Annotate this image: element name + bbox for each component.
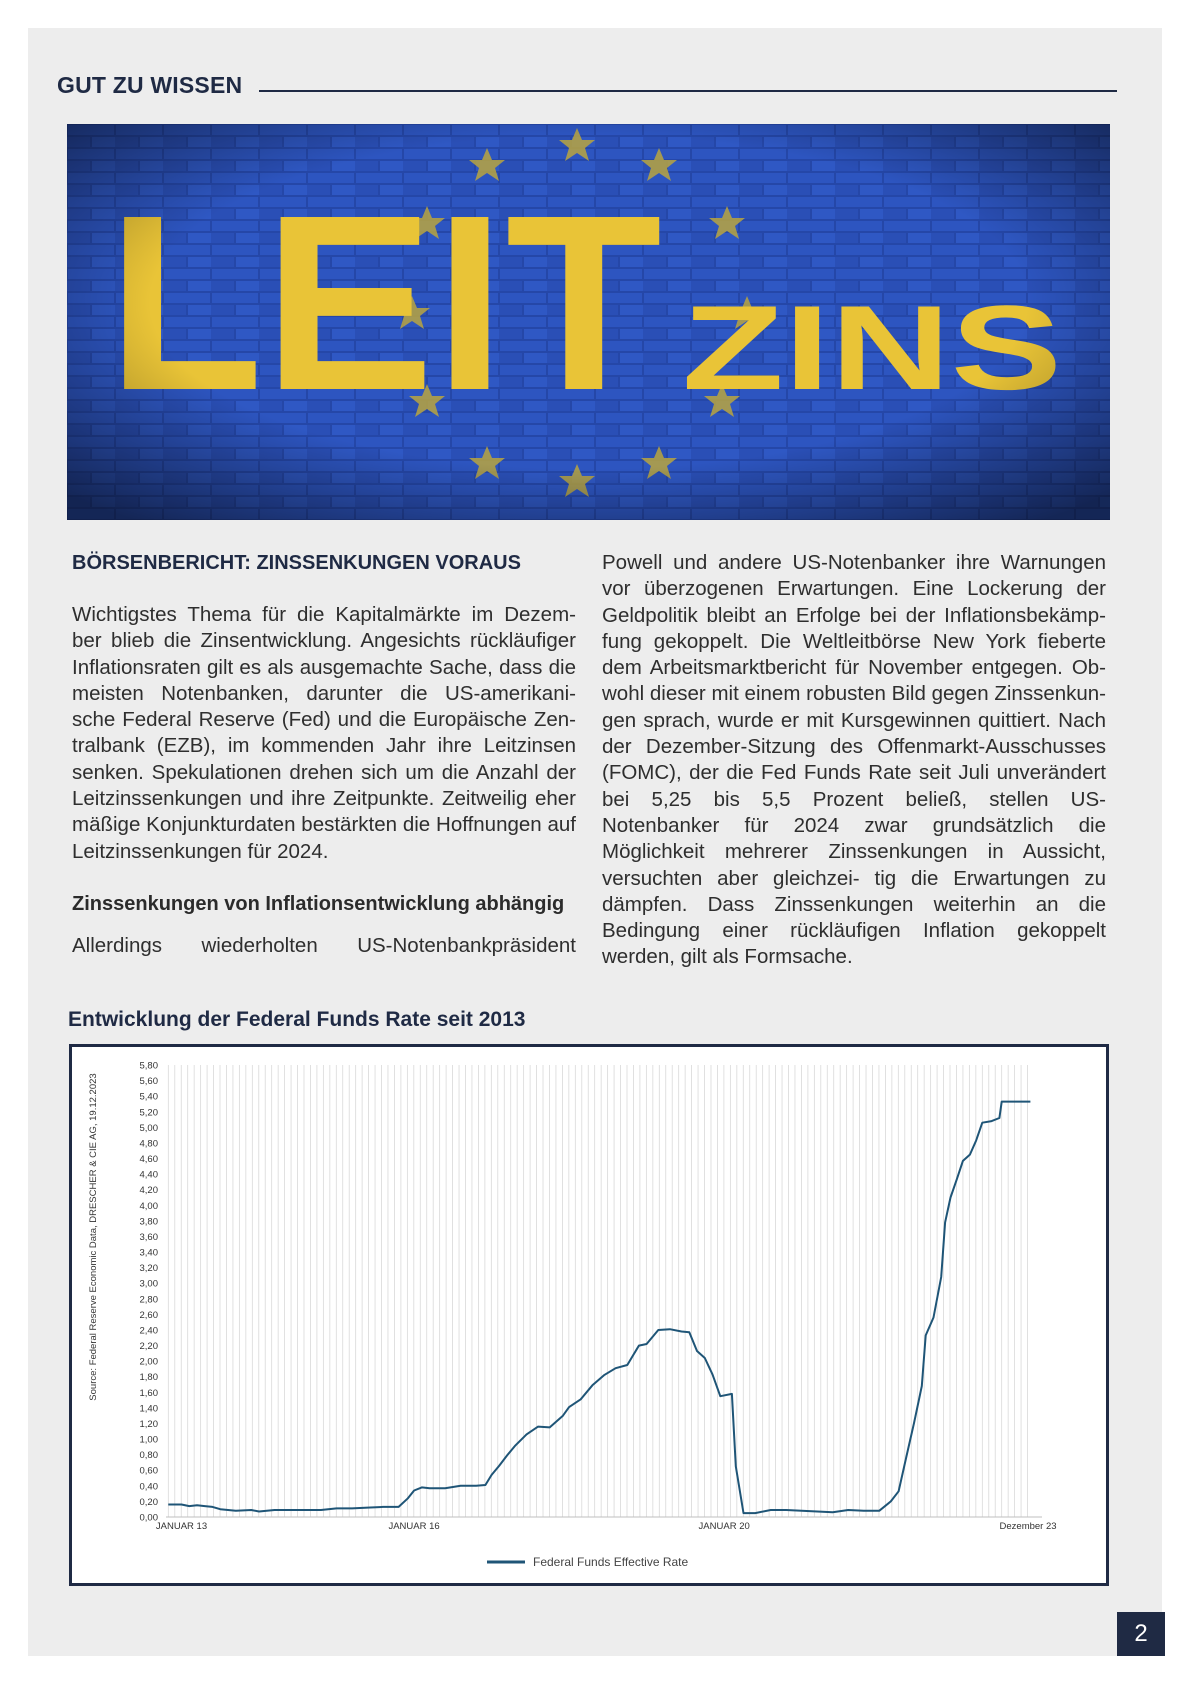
- text-line: Inflationsraten gilt es als ausgemachte Sache, dass: [72, 655, 543, 679]
- text-line: (FOMC), der die Fed Funds Rate seit Juli unverändert: [602, 761, 1106, 785]
- text-line: mäßige Konjunkturdaten bestärkten die Hoffnungen auf: [72, 813, 576, 837]
- y-tick-label: 5,00: [139, 1122, 158, 1134]
- y-tick-label: 5,60: [139, 1076, 158, 1088]
- y-tick-label: 3,60: [139, 1231, 158, 1243]
- article-paragraph-2-start: Allerdings wiederholten US-Notenbankpräsident: [72, 933, 576, 957]
- y-tick-label: 5,40: [139, 1091, 158, 1103]
- y-tick-label: 4,00: [139, 1200, 158, 1212]
- text-line: die meisten Notenbanken, darunter die US-amerikani-: [72, 655, 576, 705]
- y-tick-label: 3,40: [139, 1247, 158, 1259]
- x-tick-label: JANUAR 20: [698, 1521, 750, 1532]
- text-line: bei 5,25 bis 5,5 Prozent beließ, stellen US-Notenbanker: [602, 787, 1106, 837]
- hero-brick-wall: [67, 124, 1110, 520]
- text-line: wohl dieser mit einem robusten Bild gegen Zinssenkun-: [602, 682, 1106, 706]
- text-line: weiterhin an die Bedingung einer rückläufigen Inflation: [602, 892, 1107, 943]
- article-paragraph-2: [602, 550, 1106, 971]
- text-line: gen sprach, wurde er mit Kursgewinnen quittiert. Nach: [602, 708, 1106, 732]
- text-line: der Dezember-Sitzung des Offenmarkt-Ausschusses: [602, 735, 1106, 759]
- chart-frame: [69, 1044, 1109, 1586]
- y-tick-label: 3,20: [139, 1263, 158, 1275]
- text-line: Leitzinssenkungen und ihre Zeitpunkte. Zeitweilig eher: [72, 787, 576, 811]
- fed-funds-chart: [72, 1047, 1106, 1583]
- y-tick-label: 2,40: [139, 1325, 158, 1337]
- y-tick-label: 0,20: [139, 1496, 158, 1508]
- article-subheading: Zinssenkungen von Inflationsentwicklung abhängig: [72, 892, 565, 915]
- y-tick-label: 0,80: [139, 1450, 158, 1462]
- text-line: Leitzinssenkungen für 2024.: [72, 839, 329, 863]
- y-tick-label: 0,40: [139, 1481, 158, 1493]
- text-line: Wichtigstes Thema für die Kapitalmärkte im Dezem-: [72, 603, 576, 626]
- text-line: ber blieb die Zinsentwicklung. Angesichts rückläufiger: [72, 629, 576, 653]
- section-rule: [259, 90, 1117, 92]
- y-tick-label: 2,80: [139, 1294, 158, 1306]
- y-tick-label: 0,60: [139, 1465, 158, 1477]
- y-tick-label: 4,20: [139, 1185, 158, 1197]
- y-tick-label: 1,60: [139, 1387, 158, 1399]
- text-line: vor überzogenen Erwartungen. Eine Lockerung der: [602, 577, 1106, 601]
- text-line: Powell und andere US-Notenbanker ihre Warnungen: [602, 551, 1106, 574]
- article-column-right: [602, 550, 1106, 971]
- chart-title: Entwicklung der Federal Funds Rate seit 2013: [68, 1008, 526, 1031]
- text-line: tralbank (EZB), im kommenden Jahr ihre Leitzinsen: [72, 734, 576, 758]
- y-tick-label: 2,60: [139, 1309, 158, 1321]
- legend-label: Federal Funds Effective Rate: [533, 1555, 689, 1569]
- y-tick-label: 2,00: [139, 1356, 158, 1368]
- text-line: dem Arbeitsmarktbericht für November entgegen. Ob-: [602, 656, 1106, 680]
- text-line: fung gekoppelt. Die Weltleitbörse New York fieberte: [602, 629, 1106, 653]
- y-tick-label: 3,80: [139, 1216, 158, 1228]
- x-tick-label: JANUAR 13: [155, 1521, 208, 1532]
- section-title: GUT ZU WISSEN: [57, 72, 243, 98]
- page-number: 2: [1117, 1612, 1165, 1656]
- article-heading: BÖRSENBERICHT: ZINSSENKUNGEN VORAUS: [72, 552, 521, 574]
- y-tick-label: 1,20: [139, 1418, 158, 1430]
- hero-image: [67, 124, 1110, 520]
- chart-source-note: Source: Federal Reserve Economic Data, DRESCHER & CIE AG, 19.12.2023: [88, 1073, 99, 1401]
- y-tick-label: 1,00: [139, 1434, 158, 1446]
- text-line: tig die Erwartungen zu dämpfen. Dass Zinssenkungen: [602, 866, 1107, 916]
- y-tick-label: 2,20: [139, 1341, 158, 1353]
- y-tick-label: 4,60: [139, 1154, 158, 1166]
- text-line: für 2024 zwar grundsätzlich die Möglichkeit mehrerer: [602, 813, 1106, 864]
- x-tick-label: JANUAR 16: [388, 1521, 440, 1532]
- y-tick-label: 4,40: [139, 1169, 158, 1181]
- text-line: Zinssenkungen in Aussicht, versuchten aber gleichzei-: [602, 840, 1106, 890]
- y-tick-label: 4,80: [139, 1138, 158, 1150]
- text-line: sche Federal Reserve (Fed) und die Europäische Zen-: [72, 708, 576, 732]
- y-tick-label: 1,40: [139, 1403, 158, 1415]
- y-tick-label: 3,00: [139, 1278, 158, 1290]
- article-column-left: [72, 550, 576, 959]
- y-tick-label: 0,00: [139, 1512, 158, 1524]
- y-tick-label: 1,80: [139, 1372, 158, 1384]
- y-tick-label: 5,80: [139, 1060, 158, 1072]
- y-tick-label: 5,20: [139, 1107, 158, 1119]
- section-header: [57, 72, 1117, 102]
- text-line: gekoppelt werden, gilt als Formsache.: [602, 919, 1106, 969]
- article-paragraph-1: [72, 602, 576, 865]
- text-line: senken. Spekulationen drehen sich um die Anzahl der: [72, 760, 576, 784]
- x-tick-label: Dezember 23: [999, 1521, 1057, 1532]
- text-line: Geldpolitik bleibt an Erfolge bei der Inflationsbekämp-: [602, 603, 1106, 627]
